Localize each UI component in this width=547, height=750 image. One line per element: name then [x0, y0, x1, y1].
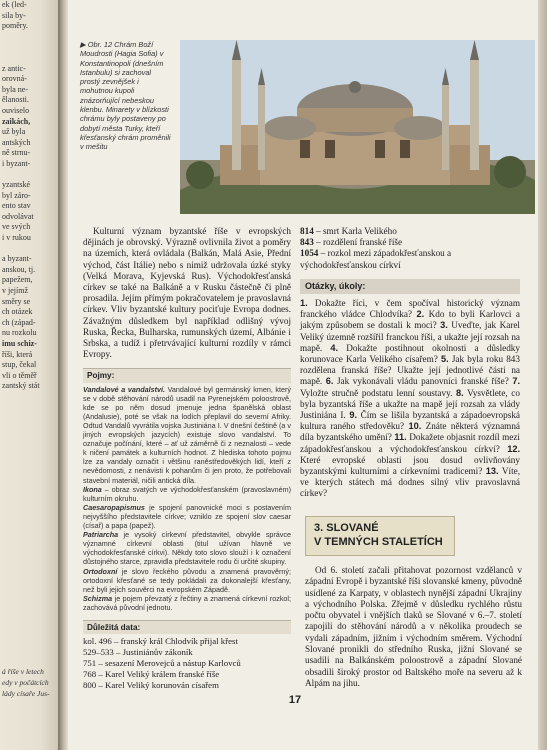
margin-line: lády císaře Jus-: [2, 688, 50, 698]
section-heading: [305, 516, 455, 556]
margin-line: byla ne-: [2, 84, 28, 94]
right-column: [300, 226, 520, 500]
margin-line: říši, která: [2, 349, 33, 359]
margin-line: zantský stát: [2, 381, 40, 391]
margin-line: [0, 540, 58, 551]
term-entry: [83, 530, 291, 566]
question-number: 9.: [349, 410, 357, 421]
date-item: 768 – Karel Veliký králem franské říše: [83, 669, 220, 680]
margin-line: ve svých: [2, 222, 31, 232]
margin-line: ento stav: [2, 201, 31, 211]
date-text: – rozdělení franské říše: [313, 237, 403, 248]
term-name: Ortodoxní: [83, 566, 118, 576]
margin-line: [0, 551, 58, 562]
question-number: 6.: [325, 376, 334, 387]
photo-caption: ▶ Obr. 12 Chrám Boží Moudrosti (Hagia Sofia) v Konstantinopoli (dnešním Istanbulu) si zachoval prostý zevnějšek i mohutnou kupoli znázorňující nebeskou klenbu. Minarety v blízkosti chrámu byly postaveny po dobytí města Turky, kteří křesťanský chrám proměnili v mešitu: [80, 40, 171, 152]
margin-line: [0, 657, 58, 668]
margin-line: vli o těměř: [2, 370, 37, 380]
margin-line: [0, 509, 58, 520]
question-text: Dokažte říci, v čem spočíval historický význam franckého vládce Chlodvíka?: [300, 298, 520, 320]
question-text: Znáte některá významná díla byzantského umění?: [300, 421, 520, 443]
term-entry: [83, 485, 291, 503]
term-name: Ikona: [83, 484, 102, 494]
margin-line: a byzant-: [2, 254, 32, 264]
previous-page-strip: [0, 0, 58, 750]
question-text: Dokažete objasnit rozdíl mezi západokřesťanskou a východokřesťanskou církví?: [300, 432, 520, 454]
question-text: Čím se lišila byzantská a západoevropská kultura raného středověku?: [300, 410, 520, 432]
margin-line: ch (západ-: [2, 317, 36, 327]
margin-line: [0, 424, 58, 435]
term-text: je vysoký církevní představitel, obvykle správce významné církevní oblasti (titul užívan hlavně ve východokřesťanské církvi). Někdy toto slovo slouží i k označení důstojného starce, zpravidla představitele rodu či určité skupiny.: [83, 530, 291, 567]
margin-line: v jejímž: [2, 286, 28, 296]
question-item: [326, 376, 513, 386]
date-item: [300, 248, 520, 270]
term-entry: [83, 567, 291, 594]
margin-line: byl záro-: [2, 190, 31, 200]
margin-line: [0, 413, 58, 424]
dates-heading: Důležitá data:: [83, 620, 291, 634]
date-text: – smrt Karla Velikého: [313, 226, 397, 236]
margin-line: [0, 487, 58, 498]
terms-heading: Pojmy:: [83, 368, 291, 382]
date-item: 751 – sesazení Merovejců a nástup Karlovců: [83, 658, 241, 669]
date-item: [300, 226, 520, 237]
margin-line: [0, 593, 58, 604]
term-text: je slovo řeckého původu a znamená pravověrný; ortodoxní křesťané se tedy pokládali za dokonalejší křesťany, než byli jejich souvěrci na evropském Západě.: [83, 566, 291, 594]
section-title-line-2: V TEMNÝCH STALETÍCH: [314, 536, 443, 548]
margin-line: [0, 636, 58, 647]
margin-line: [0, 519, 58, 530]
term-name: Patriarcha: [83, 530, 119, 540]
margin-line: [0, 244, 58, 255]
dates-list: [83, 634, 291, 691]
margin-line: i byzant-: [2, 158, 31, 168]
date-item: kol. 496 – franský král Chlodvík přijal křest: [83, 636, 238, 647]
margin-line: [0, 614, 58, 625]
date-year: 814: [300, 226, 314, 236]
margin-line: i v rukou: [2, 233, 31, 243]
term-entry: [83, 594, 291, 612]
question-number: 3.: [440, 320, 448, 331]
margin-line: ně strnu-: [2, 148, 31, 158]
question-text: Jak vykonávali vládu panovníci franské říše?: [333, 376, 513, 387]
date-item: [300, 237, 520, 248]
questions-heading: Otázky, úkoly:: [300, 279, 520, 294]
question-number: 10.: [408, 421, 422, 432]
left-column: [83, 226, 291, 691]
question-text: Vysvětlete, co byla byzantská říše a ukažte na mapě její rozsah za vlády Justiniána I.: [300, 387, 520, 421]
margin-line: už byla: [2, 127, 26, 137]
margin-line: [0, 392, 58, 403]
margin-line: zaikách,: [2, 116, 31, 126]
section-paragraph: Od 6. století začali přitahovat pozornost vzdělanců v západní Evropě i byzantské říši slovanské kmeny, původně usídlené za Karpaty, v oblastech nynější západní Ukrajiny a východního Polska. Zřejmě v důsledku rychlého růstu počtu obyvatel i vnějších tlaků se Slované v 6.–7. století zapojili do stěhování národů a v několika proudech se vydali západním, jižním i východním směrem. Východní Slované pronikli do středního Ruska, jižní Slované se usadili na Balkánském poloostrově a západní Slované obsadili široký prostor od Baltského moře na severu až k Alpám na jihu.: [305, 565, 522, 688]
main-paragraph: Kulturní význam byzantské říše v evropských dějinách je obrovský. Výrazně ovlivnila život a poměry na územích, která ovládala (Balkán, Malá Asie, Přední východ, část Itálie) nebo s nimiž udržovala úzké styky (Velká Morava, Kyjevská Rus). Východokřesťanská církev se také na Balkáně a v Rusku částečně či plně prosadila. Jejím přímým pokračovatelem je pravoslavná církev. Vliv byzantské kultury pociťuje Evropa dodnes. Závažným důsledkem byl například odlišný vývoj Ruska, Řecka, Bulharska, rumunských území, Albánie i Srbska, a tudíž i přetrvávající kulturní rozdíly v rámci Evropy.: [83, 226, 291, 360]
date-year: 1054: [300, 248, 319, 259]
margin-line: [0, 530, 58, 541]
margin-line: á říše v letech: [2, 667, 44, 677]
questions-list: [300, 298, 520, 500]
term-text: Vandalové byl germánský kmen, který se v době stěhování národů usadil na Pyrenejském poloostrově, kde se po něm dosud jmenuje jedna španělská oblast (Andalusie), poté se však na lodích přeplavil do severní Afriky. Odtud Vandalů vyvrátila vojska Justiniána I. V dnešní češtině (a v jiných evropských jazycích) existuje slovo vandalství. To označuje počínání, které – ať už záměrně či z neznalosti – vede k ničení památek a kulturních hodnot. Z hlediska tohoto pojmu lze za vandaly označit i většinu raněstředověkých lidí, kteří z nevědomosti, z nenávisti k pohanům či jen proto, že potřebovali stavební materiál, ničili antická díla.: [83, 384, 291, 485]
margin-line: nu rozkolu: [2, 328, 37, 338]
margin-line: směry se: [2, 296, 31, 306]
term-name: Vandalové a vandalství.: [83, 384, 166, 394]
margin-line: edy v počátcích: [2, 678, 49, 687]
question-number: 7.: [512, 376, 521, 387]
term-entry: [83, 385, 291, 485]
margin-line: yzantské: [2, 180, 30, 190]
term-text: je pojem převzatý z řečtiny a znamená církevní rozkol; zachovává původní jednotu.: [83, 593, 291, 612]
margin-line: ouviselo: [2, 105, 30, 115]
margin-line: poměry.: [2, 21, 28, 31]
question-number: 12.: [507, 443, 520, 454]
date-year: 843: [300, 237, 314, 248]
question-text: Vyložte stručně podstatu lenní soustavy.: [300, 387, 457, 398]
margin-line: [0, 32, 58, 43]
section-title-line-1: 3. SLOVANÉ: [314, 522, 379, 534]
hagia-sophia-illustration: [180, 40, 535, 214]
question-number: 4.: [330, 342, 339, 353]
margin-line: [0, 466, 58, 477]
margin-line: [0, 445, 58, 456]
question-text: Víte, ve kterých státech má dodnes silný vliv pravoslavná církev?: [300, 466, 521, 499]
margin-line: ek (led-: [2, 0, 27, 9]
date-item: 529–533 – Justiniánův zákoník: [83, 647, 193, 658]
question-number: 13.: [485, 466, 499, 477]
question-number: 1.: [300, 298, 308, 309]
margin-line: [0, 456, 58, 467]
margin-line: [0, 572, 58, 583]
margin-line: [0, 625, 58, 636]
term-text: – obraz svatých ve východokřesťanském (pravoslavném) kulturním okruhu.: [83, 484, 291, 503]
term-name: Schizma: [83, 593, 113, 603]
margin-line: antských: [2, 137, 31, 147]
margin-line: z antic-: [2, 63, 26, 73]
question-number: 5.: [441, 354, 449, 365]
question-number: 11.: [394, 432, 407, 443]
margin-line: [0, 583, 58, 594]
date-text: – rozkol mezi západokřesťanskou a východokřesťanskou církví: [300, 248, 452, 270]
margin-line: [0, 170, 58, 181]
question-text: Které evropské oblasti jsou dosud ovlivňovány byzantskými kulturními a církevními tradicemi?: [300, 454, 520, 477]
question-text: Uveďte, jak Karel Veliký územně rozšířil franckou říši, a ukažte její rozsah na mapě.: [300, 320, 520, 353]
margin-line: imu schiz-: [2, 339, 37, 348]
question-number: 8.: [456, 387, 464, 398]
margin-line: [0, 646, 58, 657]
question-text: Dokažte postihnout okolnosti a důsledky korunovace Karla Velikého císařem?: [300, 342, 520, 365]
margin-line: papežem,: [2, 275, 33, 285]
question-text: Kdo to byli Karlovci a jakým způsobem se dostali k moci?: [300, 309, 521, 331]
page-edge: [538, 0, 547, 750]
margin-line: [0, 477, 58, 488]
margin-line: [0, 403, 58, 414]
dates-continued: [300, 226, 520, 271]
margin-line: [0, 498, 58, 509]
margin-line: [0, 561, 58, 572]
terms-box: [83, 383, 291, 612]
margin-line: ělanosti.: [2, 95, 29, 105]
term-entry: [83, 503, 291, 530]
margin-line: anskou, tj.: [2, 264, 36, 274]
margin-line: sila by-: [2, 10, 26, 20]
term-name: Caesaropapismus: [83, 502, 145, 512]
date-item: 800 – Karel Veliký korunován císařem: [83, 680, 219, 691]
margin-line: stup, čekal: [2, 360, 37, 370]
margin-line: [0, 53, 58, 64]
question-text: Jak byla roku 843 rozdělena franská říše? Ukažte její jednotlivé části na mapě.: [300, 354, 520, 387]
margin-line: ch otázek: [2, 307, 33, 317]
margin-line: [0, 42, 58, 53]
hagia-sophia-photo: [180, 40, 535, 214]
margin-line: [0, 604, 58, 615]
question-number: 2.: [416, 309, 425, 320]
term-text: je spojení panovnické moci s postavením nejvyššího představitele církve; vzniklo ze spojení slov caesar (císař) a papa (papež).: [83, 502, 291, 531]
margin-line: [0, 434, 58, 445]
margin-line: orovná-: [2, 74, 27, 84]
margin-line: odvolávat: [2, 211, 34, 221]
book-spine: [58, 0, 68, 750]
page-number: 17: [288, 694, 302, 706]
